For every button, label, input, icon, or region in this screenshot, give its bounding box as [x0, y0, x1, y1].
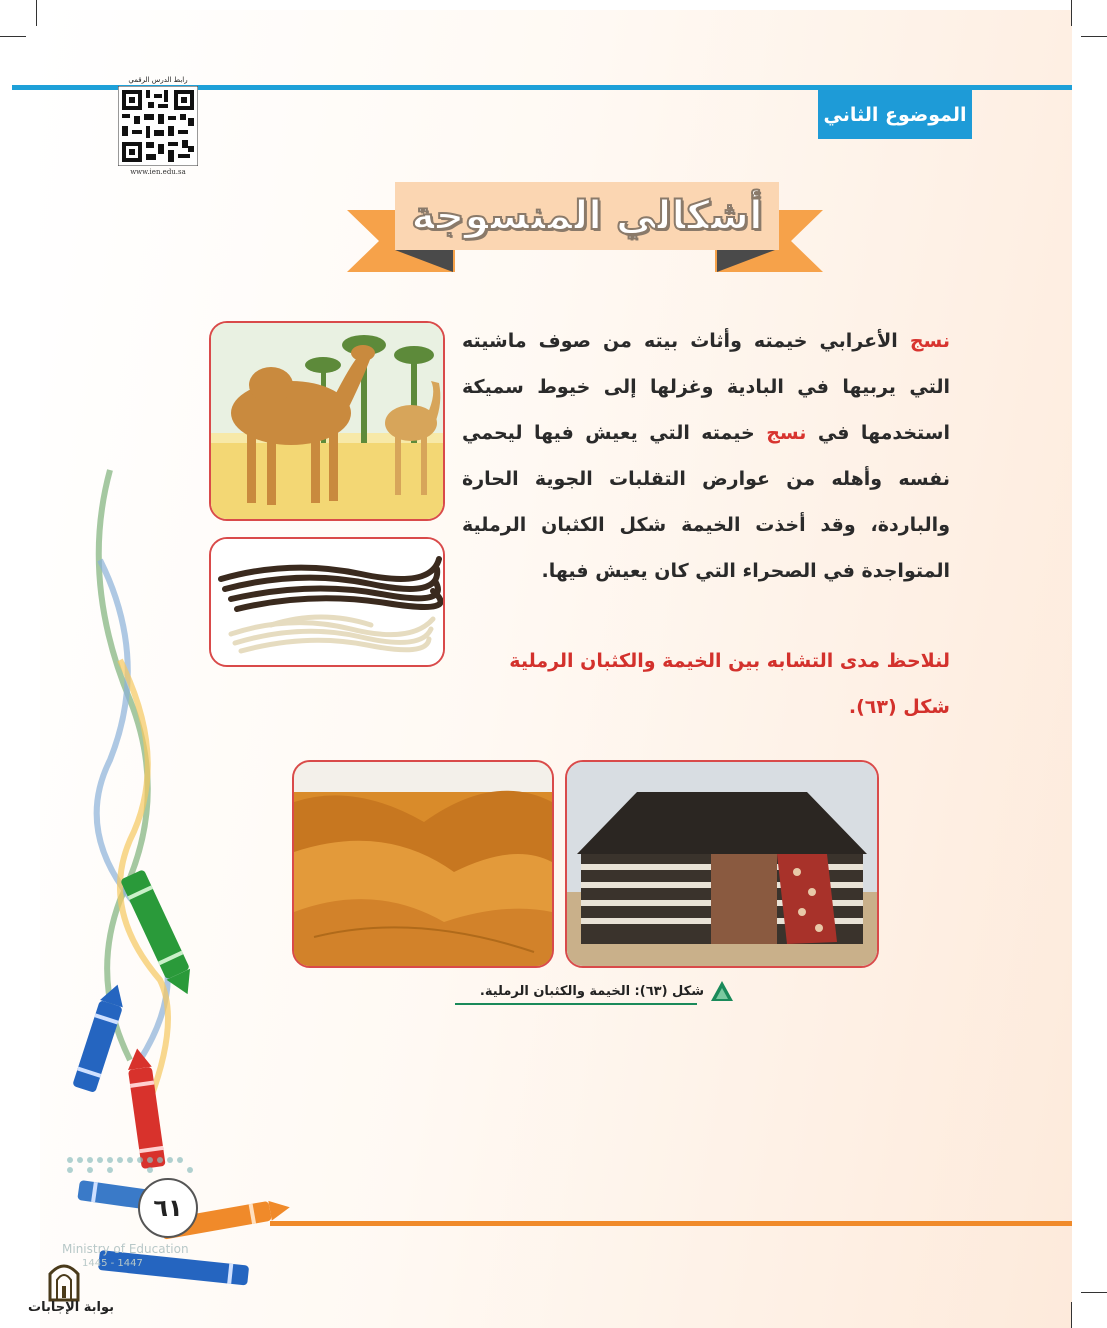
crop-mark [36, 0, 37, 26]
watermark-text: بوابة الإجابات [28, 1300, 114, 1315]
footer-rule [270, 1221, 1072, 1226]
crop-mark [1071, 0, 1072, 26]
watermark-logo [44, 1258, 84, 1302]
tent-image [565, 760, 879, 968]
figure-caption [454, 976, 734, 1006]
highlight-word: نسج [766, 422, 807, 444]
sand-dunes-image [292, 760, 554, 968]
qr-url[interactable]: www.ien.edu.sa [130, 168, 186, 176]
crop-mark [1071, 1302, 1072, 1328]
highlight-word: نسج [909, 330, 951, 352]
crop-mark [1081, 1292, 1107, 1293]
triangle-bullet-icon [710, 980, 734, 1002]
page-title: أشكالي المنسوجة [411, 193, 763, 239]
crop-mark [0, 36, 26, 37]
page-number: ٦١ [138, 1178, 198, 1238]
paragraph-text: خيمته التي يعيش فيها ليحمي نفسه وأهله من عوارض التقلبات الجوية الحارة والباردة، وقد أخذت الخيمة شكل الكثبان الرملية المتواجدة في الصحراء التي كان يعيش فيها. [462, 422, 950, 582]
paragraph-text: الأعرابي خيمته وأثاث بيته من صوف ماشيته التي يربيها في البادية وغزلها إلى خيوط سميكة استخدمها في [462, 330, 950, 444]
year-label: 1445 - 1447 [82, 1258, 143, 1269]
ministry-label: Ministry of Education [62, 1242, 189, 1256]
figure-caption-text: شكل (٦٣): الخيمة والكثبان الرملية. [479, 983, 704, 999]
observation-note: لنلاحظ مدى التشابه بين الخيمة والكثبان الرملية شكل (٦٣). [509, 650, 950, 718]
topic-badge: الموضوع الثاني [818, 90, 972, 139]
crop-mark [1081, 36, 1107, 37]
lesson-paragraph [462, 318, 950, 594]
qr-caption: رابط الدرس الرقمي [128, 76, 188, 84]
qr-code-block[interactable] [112, 74, 204, 182]
caption-underline [455, 1003, 697, 1005]
qr-code-icon[interactable] [118, 86, 198, 166]
